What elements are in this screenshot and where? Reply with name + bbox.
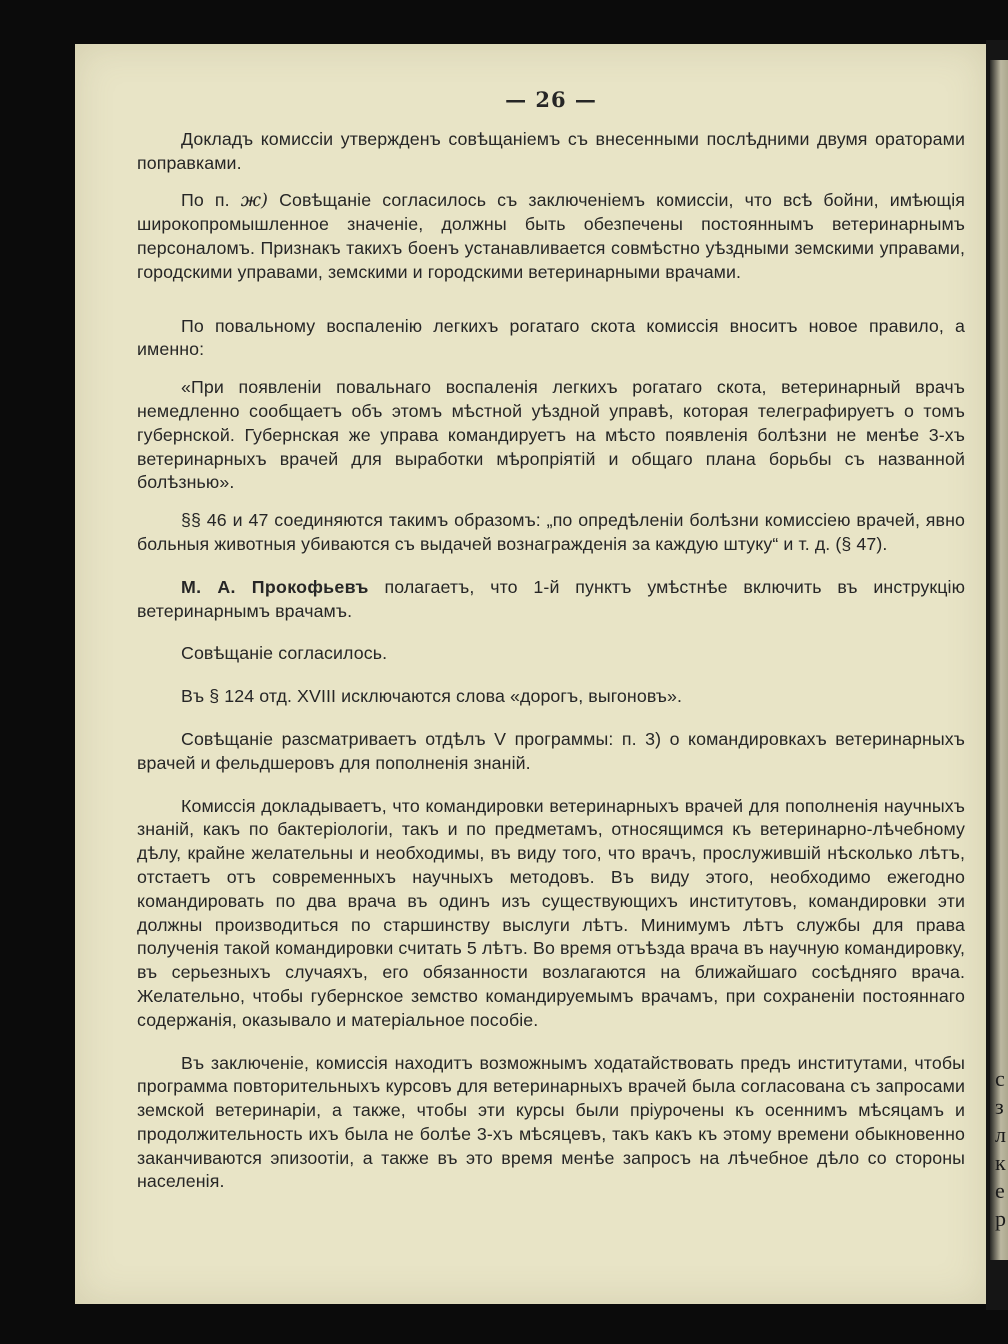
adjacent-page-glyph: з (995, 1094, 1004, 1119)
paragraph-sections-46-47: §§ 46 и 47 соединяются такимъ образомъ: „по опредѣленіи болѣзни комиссіею врачей, явно больныя животныя убиваются съ выдачей вознагражденія за каждую штуку“ и т. д. (§ 47). (137, 510, 965, 554)
paragraph-section-v: Совѣщаніе разсматриваетъ отдѣлъ V программы: п. 3) о командировкахъ ветеринарныхъ врачей и фельдшеровъ для пополненія знаній. (137, 728, 965, 773)
paragraph-quoted-rule: «При появленіи повальнаго воспаленія легкихъ рогатаго скота, ветеринарный врачъ немедленно сообщаетъ объ этомъ мѣстной уѣздной управѣ, которая телеграфируетъ о томъ губернской. Губернская же управа командируетъ на мѣсто появленія болѣзни не менѣе 3-хъ ветеринарныхъ врачей для выработки мѣропріятій и общаго плана борьбы съ названной болѣзнью». (137, 377, 965, 493)
paragraph-agreed: Совѣщаніе согласилось. (181, 643, 388, 664)
adjacent-page-glyph: л (995, 1122, 1006, 1147)
speaker-name: М. А. Прокофьевъ (181, 576, 369, 597)
paragraph-section-124: Въ § 124 отд. XVIII исключаются слова «дорогъ, выгоновъ». (181, 686, 683, 707)
paragraph-report-approved: Докладъ комиссіи утвержденъ совѣщаніемъ съ внесенными послѣдними двумя ораторами поправками. (137, 128, 965, 173)
paragraph-prokofiev: М. А. Прокофьевъ полагаетъ, что 1-й пунктъ умѣстнѣе включить въ инструкцію ветеринарнымъ врачамъ. (137, 576, 966, 621)
paragraph-commission-report: Комиссія докладываетъ, что командировки ветеринарныхъ врачей для пополненія научныхъ знаній, какъ по бактеріологіи, такъ и по предметамъ, относящимся къ ветеринарно-лѣчебному дѣлу, крайне желательны и необходимы, въ виду того, что врачъ, прослужившій нѣсколько лѣтъ, отстаетъ отъ современныхъ научныхъ методовъ. Въ виду этого, необходимо ежегодно командировать по два врача въ одинъ изъ существующихъ институтовъ, командировки эти должны производиться по старшинству выслуги лѣтъ. Минимумъ лѣтъ службы для права полученія такой командировки считать 5 лѣтъ. Во время отъѣзда врача въ научную командировку, въ серьезныхъ случаяхъ, его обязанности возлагаются на ближайшаго сосѣдняго врача. Желательно, чтобы губернское земство командируемымъ врачамъ, при сохраненіи постояннаго содержанія, оказывало и матеріальное пособіе. (137, 795, 965, 1030)
page-number: — 26 — (505, 87, 597, 112)
adjacent-page-glyph: р (995, 1206, 1006, 1231)
paragraph-pneumonia-rule: По повальному воспаленію легкихъ рогатаго скота комиссія вноситъ новое правило, а именно: (137, 315, 965, 360)
adjacent-page-glyph: е (995, 1178, 1005, 1203)
adjacent-page-glyph: с (995, 1066, 1005, 1091)
adjacent-page-glyph: к (995, 1150, 1006, 1175)
page-content (137, 88, 965, 1194)
paragraph-slaughterhouses: По п. ж) Совѣщаніе согласилось съ заключеніемъ комиссіи, что всѣ бойни, имѣющія широкопромышленное значеніе, должны быть обезпечены постояннымъ ветеринарнымъ персоналомъ. Признакъ такихъ боенъ устанавливается совмѣстно уѣздными земскими управами, городскими управами, земскими и городскими ветеринарными врачами. (137, 190, 965, 282)
clause-marker: ж) (240, 190, 269, 212)
paragraph-conclusion: Въ заключеніе, комиссія находитъ возможнымъ ходатайствовать предъ институтами, чтобы программа повторительныхъ курсовъ для ветеринарныхъ врачей была согласована съ запросами земской ветеринаріи, а также, чтобы эти курсы были пріурочены къ осеннимъ мѣсяцамъ и продолжительность ихъ была не болѣе 3-хъ мѣсяцевъ, такъ какъ къ этому времени обыкновенно заканчиваются эпизоотіи, а также въ это время менѣе запросъ на лѣчебное дѣло со стороны населенія. (137, 1052, 965, 1192)
